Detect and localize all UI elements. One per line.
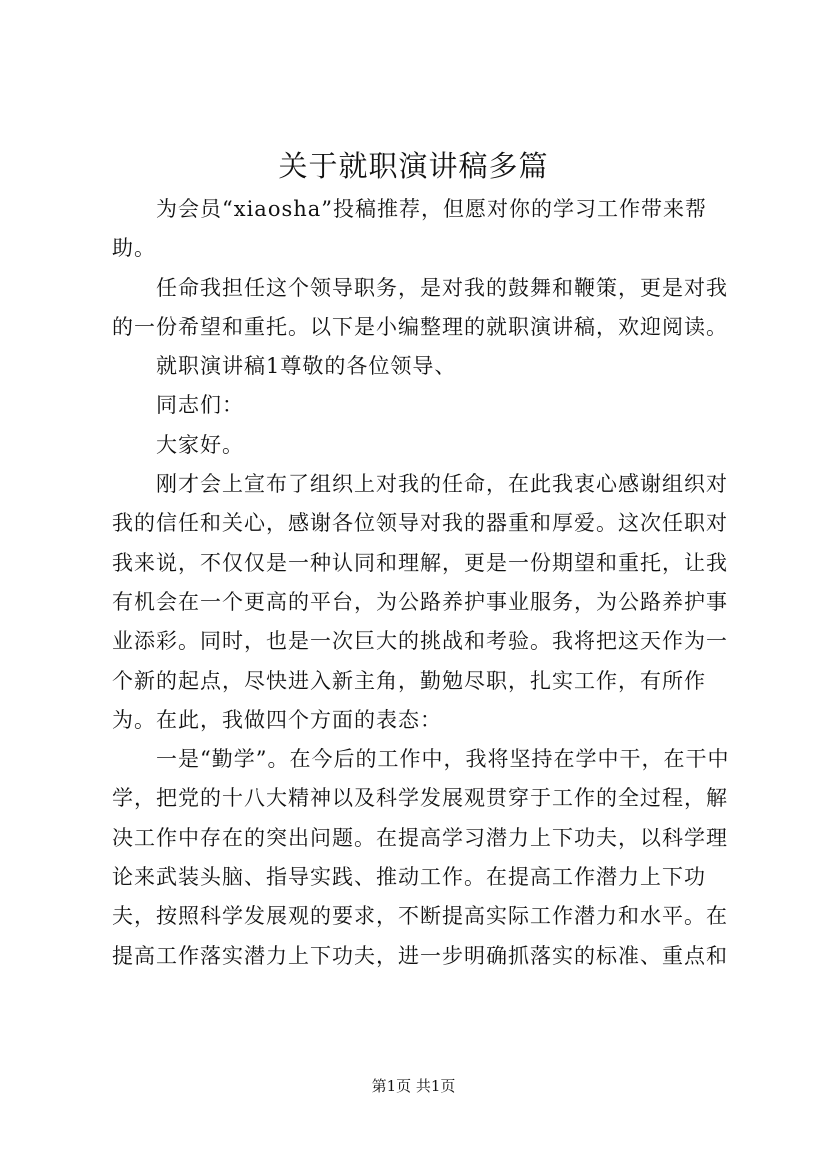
paragraph-intro: 为会员“xiaosha”投稿推荐，但愿对你的学习工作带来帮助。 bbox=[112, 197, 708, 261]
document-title: 关于就职演讲稿多篇 bbox=[278, 149, 549, 183]
paragraph-diligent-study: 一是“勤学”。在今后的工作中，我将坚持在学中干，在干中学，把党的十八大精神以及科学发展观贯穿于工作的全过程，解决工作中存在的突出问题。在提高学习潜力上下功夫，以科学理论来武装头脑、指导实践、推动工作。在提高工作潜力上下功夫，按照科学发展观的要求，不断提高实际工作潜力和水平。在提高工作落实潜力上下功夫，进一步明确抓落实的标准、重点和 bbox=[112, 747, 730, 968]
paragraph-appointment: 任命我担任这个领导职务，是对我的鼓舞和鞭策，更是对我的一份希望和重托。以下是小编整理的就职演讲稿，欢迎阅读。 bbox=[112, 275, 728, 339]
paragraph-greeting: 大家好。 bbox=[156, 432, 244, 457]
document-body bbox=[112, 190, 732, 976]
page-footer: 第1页 共1页 bbox=[371, 1077, 456, 1095]
paragraph-salutation: 同志们： bbox=[156, 393, 244, 418]
paragraph-speech-heading: 就职演讲稿1尊敬的各位领导、 bbox=[156, 354, 457, 379]
paragraph-gratitude: 刚才会上宣布了组织上对我的任命，在此我衷心感谢组织对我的信任和关心，感谢各位领导对我的器重和厚爱。这次任职对我来说，不仅仅是一种认同和理解，更是一份期望和重托，让我有机会在一个更高的平台，为公路养护事业服务，为公路养护事业添彩。同时，也是一次巨大的挑战和考验。我将把这天作为一个新的起点，尽快进入新主角，勤勉尽职，扎实工作，有所作为。在此，我做四个方面的表态： bbox=[112, 472, 728, 732]
